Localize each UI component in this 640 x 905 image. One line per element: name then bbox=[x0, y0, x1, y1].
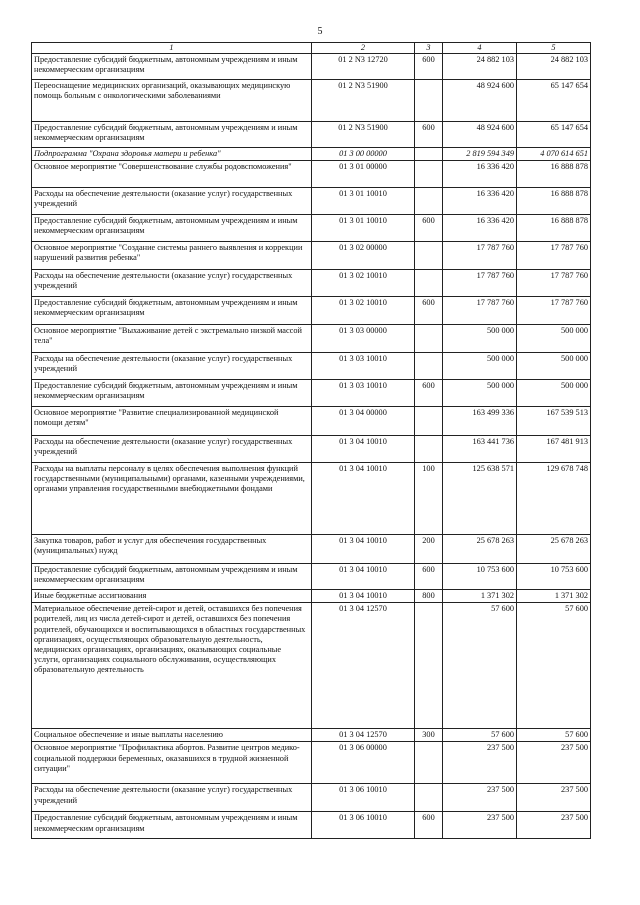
row-type-cell bbox=[415, 407, 443, 436]
row-amount-2-cell: 17 787 760 bbox=[517, 242, 591, 270]
row-code-cell: 01 3 04 10010 bbox=[312, 463, 415, 535]
row-code-cell: 01 3 01 10010 bbox=[312, 215, 415, 242]
row-amount-1-cell: 125 638 571 bbox=[443, 463, 517, 535]
row-code-cell: 01 3 04 00000 bbox=[312, 407, 415, 436]
table-row bbox=[32, 270, 591, 297]
row-amount-2-cell: 17 787 760 bbox=[517, 270, 591, 297]
table-row bbox=[32, 188, 591, 215]
row-amount-1-cell: 237 500 bbox=[443, 784, 517, 812]
row-code-cell: 01 3 04 10010 bbox=[312, 436, 415, 463]
row-type-cell: 600 bbox=[415, 297, 443, 325]
row-type-cell: 800 bbox=[415, 590, 443, 603]
table-row bbox=[32, 215, 591, 242]
row-amount-1-cell: 25 678 263 bbox=[443, 535, 517, 564]
table-row bbox=[32, 80, 591, 122]
row-type-cell bbox=[415, 436, 443, 463]
table-row bbox=[32, 380, 591, 407]
row-code-cell: 01 3 06 10010 bbox=[312, 812, 415, 839]
row-code-cell: 01 3 03 10010 bbox=[312, 380, 415, 407]
row-name-cell: Переоснащение медицинских организаций, оказывающих медицинскую помощь больным с онкологическими заболеваниями bbox=[32, 80, 312, 122]
row-type-cell bbox=[415, 784, 443, 812]
row-amount-2-cell: 25 678 263 bbox=[517, 535, 591, 564]
row-name-cell: Иные бюджетные ассигнования bbox=[32, 590, 312, 603]
row-name-cell: Материальное обеспечение детей-сирот и детей, оставшихся без попечения родителей, лиц из числа детей-сирот и детей, оставшихся без попечения родителей, обучающихся и воспитывающихся в областных государственных организациях, осуществляющих образовательную деятельность, медицинских организациях, организациях, оказывающих социальные услуги, организациях социального обслуживания, осуществляющих образовательную деятельность bbox=[32, 603, 312, 729]
row-name-cell: Предоставление субсидий бюджетным, автономным учреждениям и иным некоммерческим организациям bbox=[32, 564, 312, 590]
table-row bbox=[32, 242, 591, 270]
row-name-cell: Основное мероприятие "Создание системы раннего выявления и коррекции нарушений развития ребенка" bbox=[32, 242, 312, 270]
row-name-cell: Предоставление субсидий бюджетным, автономным учреждениям и иным некоммерческим организациям bbox=[32, 122, 312, 148]
row-amount-1-cell: 17 787 760 bbox=[443, 242, 517, 270]
table-row bbox=[32, 603, 591, 729]
row-amount-2-cell: 167 481 913 bbox=[517, 436, 591, 463]
table-row bbox=[32, 161, 591, 188]
row-name-cell: Расходы на выплаты персоналу в целях обеспечения выполнения функций государственными (муниципальными) органами, казенными учреждениями, органами управления государственными внебюджетными фондами bbox=[32, 463, 312, 535]
row-name-cell: Основное мероприятие "Развитие специализированной медицинской помощи детям" bbox=[32, 407, 312, 436]
table-row bbox=[32, 564, 591, 590]
row-code-cell: 01 3 02 00000 bbox=[312, 242, 415, 270]
row-amount-1-cell: 10 753 600 bbox=[443, 564, 517, 590]
row-name-cell: Основное мероприятие "Выхаживание детей с экстремально низкой массой тела" bbox=[32, 325, 312, 353]
row-amount-1-cell: 57 600 bbox=[443, 729, 517, 742]
table-row bbox=[32, 353, 591, 380]
row-type-cell bbox=[415, 80, 443, 122]
row-type-cell: 600 bbox=[415, 564, 443, 590]
row-amount-2-cell: 1 371 302 bbox=[517, 590, 591, 603]
row-code-cell: 01 3 04 12570 bbox=[312, 729, 415, 742]
table-row bbox=[32, 325, 591, 353]
table-row bbox=[32, 463, 591, 535]
row-name-cell: Основное мероприятие "Совершенствование службы родовспоможения" bbox=[32, 161, 312, 188]
row-name-cell: Основное мероприятие "Профилактика абортов. Развитие центров медико-социальной поддержки беременных, оказавшихся в трудной жизненной ситуации" bbox=[32, 742, 312, 784]
row-amount-1-cell: 237 500 bbox=[443, 742, 517, 784]
row-type-cell: 600 bbox=[415, 380, 443, 407]
row-name-cell: Расходы на обеспечение деятельности (оказание услуг) государственных учреждений bbox=[32, 436, 312, 463]
row-code-cell: 01 3 04 12570 bbox=[312, 603, 415, 729]
row-amount-2-cell: 16 888 878 bbox=[517, 215, 591, 242]
row-amount-1-cell: 163 441 736 bbox=[443, 436, 517, 463]
row-name-cell: Расходы на обеспечение деятельности (оказание услуг) государственных учреждений bbox=[32, 188, 312, 215]
row-amount-2-cell: 16 888 878 bbox=[517, 188, 591, 215]
table-row bbox=[32, 535, 591, 564]
row-type-cell: 100 bbox=[415, 463, 443, 535]
row-amount-2-cell: 10 753 600 bbox=[517, 564, 591, 590]
row-type-cell bbox=[415, 270, 443, 297]
row-code-cell: 01 2 N3 51900 bbox=[312, 80, 415, 122]
row-type-cell: 600 bbox=[415, 812, 443, 839]
row-name-cell: Предоставление субсидий бюджетным, автономным учреждениям и иным некоммерческим организациям bbox=[32, 215, 312, 242]
row-amount-2-cell: 57 600 bbox=[517, 729, 591, 742]
column-header-amount-1: 4 bbox=[443, 43, 517, 54]
row-amount-1-cell: 237 500 bbox=[443, 812, 517, 839]
row-amount-1-cell: 16 336 420 bbox=[443, 215, 517, 242]
row-amount-2-cell: 237 500 bbox=[517, 784, 591, 812]
row-name-cell: Подпрограмма "Охрана здоровья матери и ребенка" bbox=[32, 148, 312, 161]
column-header-code: 2 bbox=[312, 43, 415, 54]
row-amount-2-cell: 65 147 654 bbox=[517, 80, 591, 122]
table-row bbox=[32, 729, 591, 742]
row-name-cell: Предоставление субсидий бюджетным, автономным учреждениям и иным некоммерческим организациям bbox=[32, 812, 312, 839]
row-type-cell: 200 bbox=[415, 535, 443, 564]
row-amount-2-cell: 500 000 bbox=[517, 380, 591, 407]
table-row bbox=[32, 54, 591, 80]
row-type-cell bbox=[415, 161, 443, 188]
row-code-cell: 01 3 06 00000 bbox=[312, 742, 415, 784]
table-row bbox=[32, 297, 591, 325]
row-amount-1-cell: 16 336 420 bbox=[443, 161, 517, 188]
row-code-cell: 01 3 03 10010 bbox=[312, 353, 415, 380]
column-header-type: 3 bbox=[415, 43, 443, 54]
row-amount-2-cell: 16 888 878 bbox=[517, 161, 591, 188]
table-row bbox=[32, 784, 591, 812]
row-code-cell: 01 3 00 00000 bbox=[312, 148, 415, 161]
table-row bbox=[32, 407, 591, 436]
row-amount-1-cell: 24 882 103 bbox=[443, 54, 517, 80]
row-name-cell: Социальное обеспечение и иные выплаты населению bbox=[32, 729, 312, 742]
row-amount-2-cell: 24 882 103 bbox=[517, 54, 591, 80]
row-amount-1-cell: 1 371 302 bbox=[443, 590, 517, 603]
row-amount-1-cell: 500 000 bbox=[443, 325, 517, 353]
table-row bbox=[32, 742, 591, 784]
row-code-cell: 01 3 06 10010 bbox=[312, 784, 415, 812]
row-name-cell: Расходы на обеспечение деятельности (оказание услуг) государственных учреждений bbox=[32, 353, 312, 380]
row-amount-2-cell: 167 539 513 bbox=[517, 407, 591, 436]
column-header-amount-2: 5 bbox=[517, 43, 591, 54]
page-number: 5 bbox=[317, 26, 323, 37]
row-type-cell: 300 bbox=[415, 729, 443, 742]
row-amount-2-cell: 57 600 bbox=[517, 603, 591, 729]
table-row bbox=[32, 812, 591, 839]
row-name-cell: Предоставление субсидий бюджетным, автономным учреждениям и иным некоммерческим организациям bbox=[32, 54, 312, 80]
table-row bbox=[32, 590, 591, 603]
column-header-name: 1 bbox=[32, 43, 312, 54]
row-amount-2-cell: 500 000 bbox=[517, 353, 591, 380]
row-code-cell: 01 2 N3 51900 bbox=[312, 122, 415, 148]
row-amount-2-cell: 17 787 760 bbox=[517, 297, 591, 325]
row-amount-1-cell: 57 600 bbox=[443, 603, 517, 729]
row-code-cell: 01 2 N3 12720 bbox=[312, 54, 415, 80]
row-amount-1-cell: 500 000 bbox=[443, 380, 517, 407]
row-code-cell: 01 3 01 00000 bbox=[312, 161, 415, 188]
row-amount-1-cell: 500 000 bbox=[443, 353, 517, 380]
row-type-cell bbox=[415, 353, 443, 380]
table-row bbox=[32, 436, 591, 463]
row-amount-1-cell: 17 787 760 bbox=[443, 270, 517, 297]
row-amount-1-cell: 17 787 760 bbox=[443, 297, 517, 325]
row-type-cell bbox=[415, 188, 443, 215]
row-type-cell bbox=[415, 242, 443, 270]
row-type-cell bbox=[415, 148, 443, 161]
row-amount-2-cell: 129 678 748 bbox=[517, 463, 591, 535]
row-code-cell: 01 3 04 10010 bbox=[312, 564, 415, 590]
row-code-cell: 01 3 01 10010 bbox=[312, 188, 415, 215]
row-type-cell: 600 bbox=[415, 215, 443, 242]
row-amount-2-cell: 4 070 614 651 bbox=[517, 148, 591, 161]
row-amount-1-cell: 2 819 594 349 bbox=[443, 148, 517, 161]
row-amount-2-cell: 65 147 654 bbox=[517, 122, 591, 148]
row-amount-1-cell: 163 499 336 bbox=[443, 407, 517, 436]
row-type-cell bbox=[415, 325, 443, 353]
row-name-cell: Предоставление субсидий бюджетным, автономным учреждениям и иным некоммерческим организациям bbox=[32, 380, 312, 407]
row-code-cell: 01 3 04 10010 bbox=[312, 535, 415, 564]
row-amount-2-cell: 237 500 bbox=[517, 742, 591, 784]
row-type-cell bbox=[415, 603, 443, 729]
column-number-row bbox=[32, 43, 591, 54]
row-code-cell: 01 3 03 00000 bbox=[312, 325, 415, 353]
table-row bbox=[32, 122, 591, 148]
row-code-cell: 01 3 04 10010 bbox=[312, 590, 415, 603]
row-name-cell: Расходы на обеспечение деятельности (оказание услуг) государственных учреждений bbox=[32, 270, 312, 297]
row-code-cell: 01 3 02 10010 bbox=[312, 270, 415, 297]
row-name-cell: Расходы на обеспечение деятельности (оказание услуг) государственных учреждений bbox=[32, 784, 312, 812]
row-amount-1-cell: 48 924 600 bbox=[443, 122, 517, 148]
row-amount-2-cell: 500 000 bbox=[517, 325, 591, 353]
table-row bbox=[32, 148, 591, 161]
row-type-cell: 600 bbox=[415, 122, 443, 148]
row-name-cell: Закупка товаров, работ и услуг для обеспечения государственных (муниципальных) нужд bbox=[32, 535, 312, 564]
row-type-cell: 600 bbox=[415, 54, 443, 80]
row-amount-1-cell: 48 924 600 bbox=[443, 80, 517, 122]
budget-table bbox=[31, 42, 591, 839]
row-code-cell: 01 3 02 10010 bbox=[312, 297, 415, 325]
table-body bbox=[32, 54, 591, 839]
row-amount-1-cell: 16 336 420 bbox=[443, 188, 517, 215]
row-name-cell: Предоставление субсидий бюджетным, автономным учреждениям и иным некоммерческим организациям bbox=[32, 297, 312, 325]
row-amount-2-cell: 237 500 bbox=[517, 812, 591, 839]
row-type-cell bbox=[415, 742, 443, 784]
